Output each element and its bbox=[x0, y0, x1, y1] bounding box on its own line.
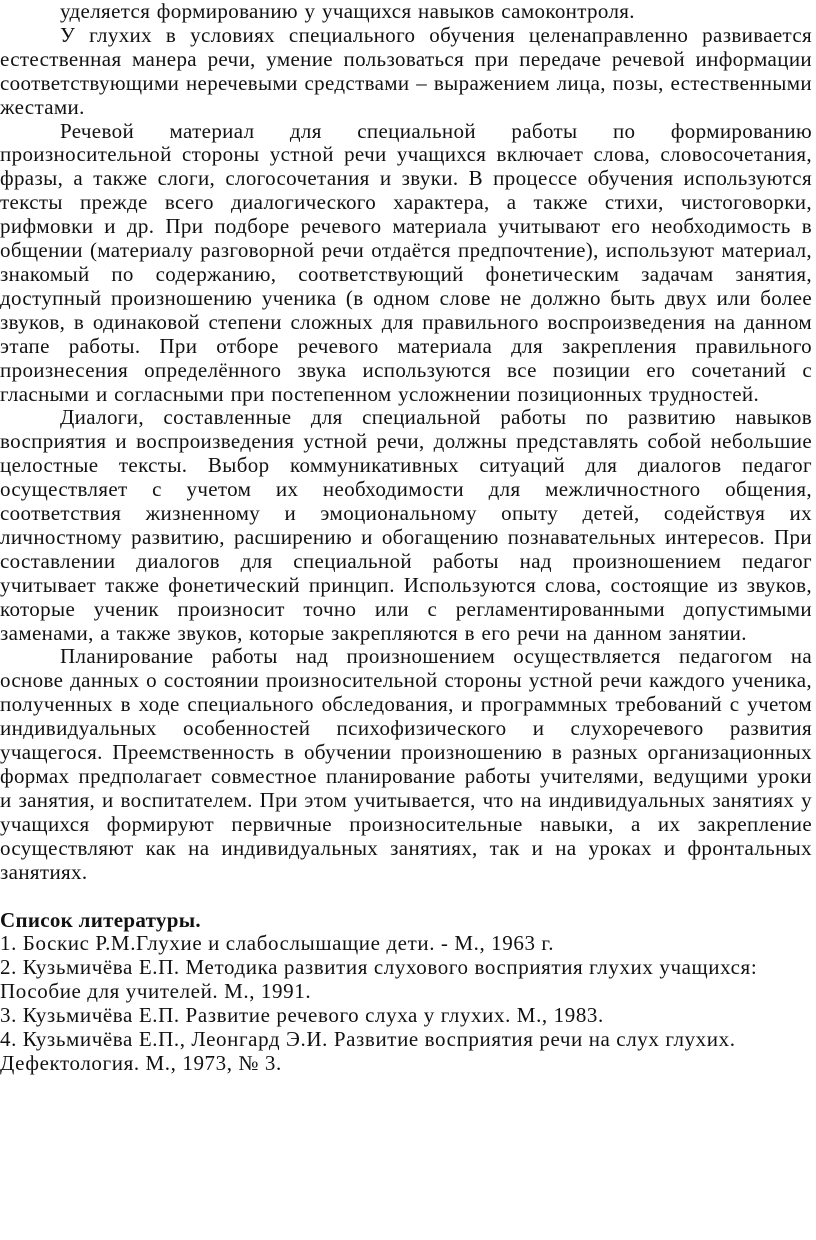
reference-item: 1. Боскис Р.М.Глухие и слабослышащие дети. - М., 1963 г. bbox=[0, 931, 555, 956]
section-spacer bbox=[0, 885, 812, 909]
references-heading: Список литературы. bbox=[0, 907, 201, 932]
reference-item: 2. Кузьмичёва Е.П. Методика развития слухового восприятия глухих учащихся: Пособие для учителей. М., 1991. bbox=[0, 955, 758, 1004]
paragraph-continuation: уделяется формированию у учащихся навыков самоконтроля. bbox=[60, 0, 635, 23]
reference-item: 4. Кузьмичёва Е.П., Леонгард Э.И. Развитие восприятия речи на слух глухих. Дефектология. М., 1973, № 3. bbox=[0, 1027, 736, 1075]
paragraph-planning: Планирование работы над произношением осуществляется педагогом на основе данных о состоянии произносительной стороны устной речи каждого ученика, полученных в ходе специального обследования, и программных требований с учетом индивидуальных особенностей психофизического и слухоречевого развития учащегося. Преемственность в обучении произношению в разных организационных формах предполагает совместное планирование работы учителями, ведущими уроки и занятия, и воспитателем. При этом учитывается, что на индивидуальных занятиях у учащихся формируют первичные произносительные навыки, а их закрепление осуществляют как на индивидуальных занятиях, так и на уроках и фронтальных занятиях. bbox=[0, 644, 812, 884]
references-list bbox=[0, 932, 812, 1075]
paragraph-speech-material: Речевой материал для специальной работы по формированию произносительной стороны устной речи учащихся включает слова, словосочетания, фразы, а также слоги, слогосочетания и звуки. В процессе обучения используются тексты прежде всего диалогического характера, а также стихи, чистоговорки, рифмовки и др. При подборе речевого материала учитывают его необходимость в общении (материалу разговорной речи отдаётся предпочтение), используют материал, знакомый по содержанию, соответствующий фонетическим задачам занятия, доступный произношению ученика (в одном слове не должно быть двух или более звуков, в одинаковой степени сложных для правильного воспроизведения на данном этапе работы. При отборе речевого материала для закрепления правильного произнесения определённого звука используются все позиции его сочетаний с гласными и согласными при постепенном усложнении позиционных трудностей. bbox=[0, 118, 812, 406]
paragraph-natural-speech: У глухих в условиях специального обучения целенаправленно развивается естественная манера речи, умение пользоваться при передаче речевой информации соответствующими неречевыми средствами – выражением лица, позы, естественными жестами. bbox=[0, 22, 812, 119]
paragraph-dialogues: Диалоги, составленные для специальной работы по развитию навыков восприятия и воспроизведения устной речи, должны представлять собой небольшие целостные тексты. Выбор коммуникативных ситуаций для диалогов педагог осуществляет с учетом их необходимости для межличностного общения, соответствия жизненному и эмоциональному опыту детей, содействуя их личностному развитию, расширению и обогащению познавательных интересов. При составлении диалогов для специальной работы над произношением педагог учитывает также фонетический принцип. Используются слова, состоящие из звуков, которые ученик произносит точно или с регламентированными допустимыми заменами, а также звуков, которые закрепляются в его речи на данном занятии. bbox=[0, 405, 812, 645]
reference-item: 3. Кузьмичёва Е.П. Развитие речевого слуха у глухих. М., 1983. bbox=[0, 1003, 604, 1028]
